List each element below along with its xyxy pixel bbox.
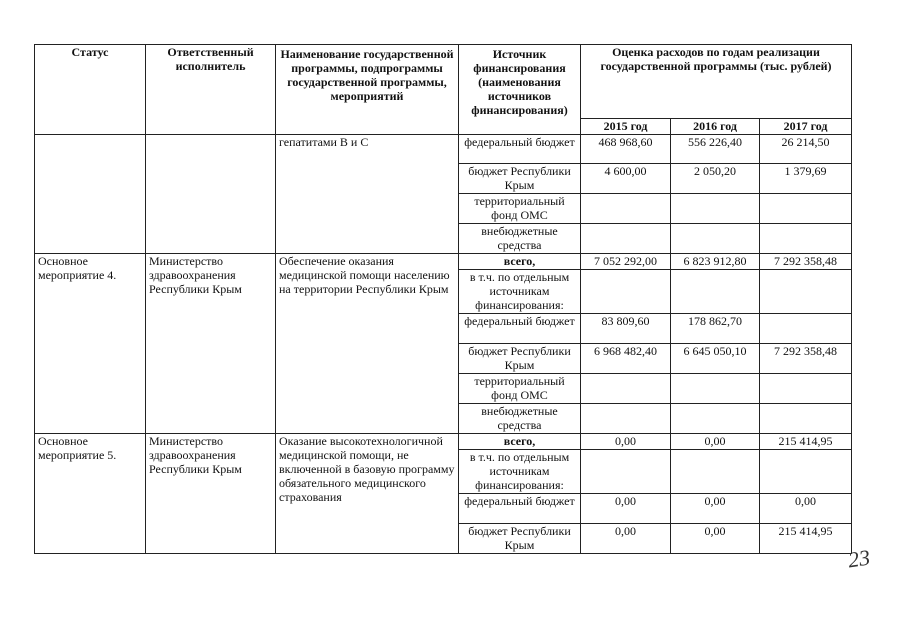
header-year-2015: 2015 год xyxy=(581,119,671,135)
cont-status-cell xyxy=(35,135,146,254)
source-cell: федеральный бюджет xyxy=(459,314,581,344)
header-year-2016: 2016 год xyxy=(671,119,760,135)
header-estimate: Оценка расходов по годам реализации государственной программы (тыс. рублей) xyxy=(581,45,852,119)
value-2016 xyxy=(671,194,760,224)
value-2015: 0,00 xyxy=(581,434,671,450)
source-cell: внебюджетные средства xyxy=(459,404,581,434)
value-2017 xyxy=(760,404,852,434)
cont-name: гепатитами В и С xyxy=(276,135,459,254)
source-cell: федеральный бюджет xyxy=(459,135,581,164)
table-row xyxy=(35,135,852,164)
source-cell: бюджет Республики Крым xyxy=(459,524,581,554)
value-2015: 0,00 xyxy=(581,494,671,524)
budget-table xyxy=(34,44,852,554)
source-cell: в т.ч. по отдельным источникам финансирования: xyxy=(459,450,581,494)
value-2015: 6 968 482,40 xyxy=(581,344,671,374)
value-2016 xyxy=(671,450,760,494)
header-year-2017: 2017 год xyxy=(760,119,852,135)
value-2015: 4 600,00 xyxy=(581,164,671,194)
value-2016: 2 050,20 xyxy=(671,164,760,194)
value-2015: 83 809,60 xyxy=(581,314,671,344)
value-2015 xyxy=(581,450,671,494)
source-cell: бюджет Республики Крым xyxy=(459,344,581,374)
value-2016: 178 862,70 xyxy=(671,314,760,344)
value-2017: 215 414,95 xyxy=(760,524,852,554)
value-2015: 7 052 292,00 xyxy=(581,254,671,270)
m5-status: Основное мероприятие 5. xyxy=(35,434,146,554)
value-2017: 26 214,50 xyxy=(760,135,852,164)
value-2016: 6 823 912,80 xyxy=(671,254,760,270)
value-2017: 1 379,69 xyxy=(760,164,852,194)
value-2015 xyxy=(581,270,671,314)
source-cell: внебюджетные средства xyxy=(459,224,581,254)
value-2016 xyxy=(671,404,760,434)
value-2017 xyxy=(760,194,852,224)
source-cell: федеральный бюджет xyxy=(459,494,581,524)
value-2017 xyxy=(760,224,852,254)
value-2016: 0,00 xyxy=(671,524,760,554)
value-2017: 0,00 xyxy=(760,494,852,524)
value-2015 xyxy=(581,194,671,224)
value-2016: 6 645 050,10 xyxy=(671,344,760,374)
value-2016 xyxy=(671,270,760,314)
header-executor: Ответственный исполнитель xyxy=(146,45,276,135)
page-number: 23 xyxy=(846,544,872,573)
source-cell: территориальный фонд ОМС xyxy=(459,194,581,224)
m5-name: Оказание высокотехнологичной медицинской помощи, не включенной в базовую программу обязательного медицинского страхования xyxy=(276,434,459,554)
value-2017 xyxy=(760,270,852,314)
value-2017 xyxy=(760,374,852,404)
value-2017 xyxy=(760,314,852,344)
source-cell-total: всего, xyxy=(459,434,581,450)
value-2016 xyxy=(671,224,760,254)
header-status: Статус xyxy=(35,45,146,135)
value-2016: 0,00 xyxy=(671,494,760,524)
source-cell: бюджет Республики Крым xyxy=(459,164,581,194)
value-2016 xyxy=(671,374,760,404)
m4-name: Обеспечение оказания медицинской помощи населению на территории Республики Крым xyxy=(276,254,459,434)
value-2017: 7 292 358,48 xyxy=(760,344,852,374)
source-cell-total: всего, xyxy=(459,254,581,270)
value-2015: 468 968,60 xyxy=(581,135,671,164)
table-row xyxy=(35,254,852,270)
value-2017: 7 292 358,48 xyxy=(760,254,852,270)
m4-executor: Министерство здравоохранения Республики Крым xyxy=(146,254,276,434)
m5-executor: Министерство здравоохранения Республики Крым xyxy=(146,434,276,554)
value-2017 xyxy=(760,450,852,494)
value-2016: 0,00 xyxy=(671,434,760,450)
value-2015: 0,00 xyxy=(581,524,671,554)
table-row xyxy=(35,434,852,450)
source-cell: в т.ч. по отдельным источникам финансирования: xyxy=(459,270,581,314)
source-cell: территориальный фонд ОМС xyxy=(459,374,581,404)
value-2015 xyxy=(581,374,671,404)
header-source: Источник финансирования (наименования источников финансирования) xyxy=(459,45,581,135)
value-2015 xyxy=(581,404,671,434)
value-2016: 556 226,40 xyxy=(671,135,760,164)
value-2017: 215 414,95 xyxy=(760,434,852,450)
cont-executor-cell xyxy=(146,135,276,254)
m4-status: Основное мероприятие 4. xyxy=(35,254,146,434)
value-2015 xyxy=(581,224,671,254)
header-program-name: Наименование государственной программы, подпрограммы государственной программы, мероприятий xyxy=(276,45,459,135)
